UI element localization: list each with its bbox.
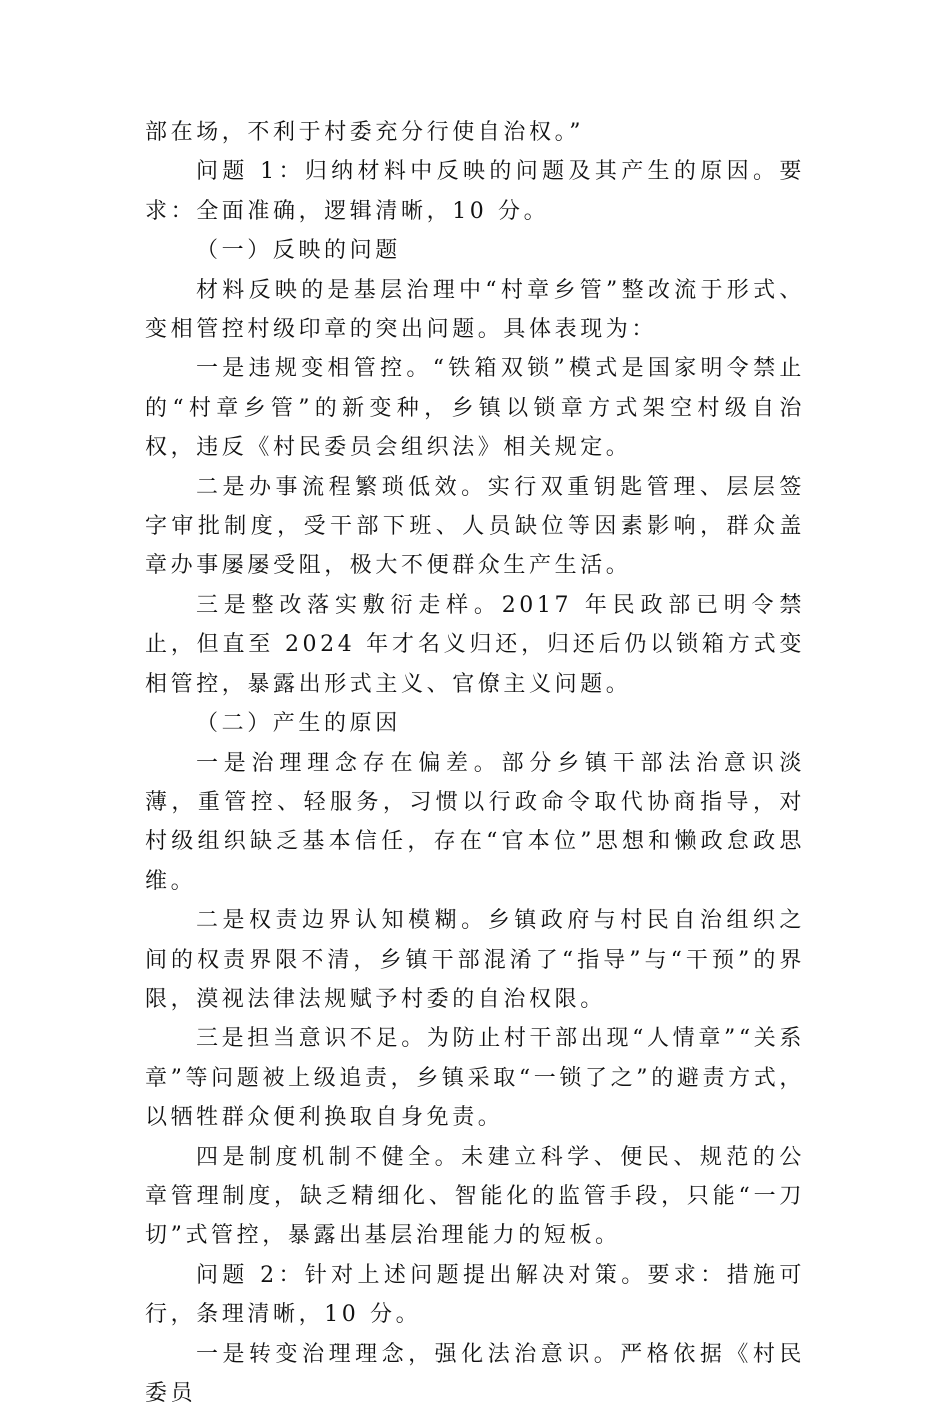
section-heading-causes: （二）产生的原因 (196, 711, 401, 737)
document-body (145, 113, 805, 1413)
paragraph-cause-2: 二是权责边界认知模糊。乡镇政府与村民自治组织之间的权责界限不清，乡镇干部混淆了“指导”与“干预”的界限，漠视法律法规赋予村委的自治权限。 (145, 908, 805, 1012)
question-1-heading: 问题 1：归纳材料中反映的问题及其产生的原因。要求：全面准确，逻辑清晰，10 分。 (145, 159, 805, 224)
paragraph-cause-1: 一是治理理念存在偏差。部分乡镇干部法治意识淡薄，重管控、轻服务，习惯以行政命令取代协商指导，对村级组织缺乏基本信任，存在“官本位”思想和懒政怠政思维。 (145, 750, 805, 894)
question-2-heading: 问题 2：针对上述问题提出解决对策。要求：措施可行，条理清晰，10 分。 (145, 1262, 805, 1328)
paragraph-solution-1: 一是转变治理理念，强化法治意识。严格依据《村民委员 (145, 1341, 805, 1406)
paragraph-cause-3: 三是担当意识不足。为防止村干部出现“人情章”“关系章”等问题被上级追责，乡镇采取“一锁了之”的避责方式，以牺牲群众便利换取自身免责。 (145, 1026, 805, 1131)
paragraph-problem-2: 二是办事流程繁琐低效。实行双重钥匙管理、层层签字审批制度，受干部下班、人员缺位等因素影响，群众盖章办事屡屡受阻，极大不便群众生产生活。 (145, 474, 805, 579)
paragraph-problem-1: 一是违规变相管控。“铁箱双锁”模式是国家明令禁止的“村章乡管”的新变种，乡镇以锁章方式架空村级自治权，违反《村民委员会组织法》相关规定。 (145, 356, 805, 461)
paragraph-cause-4: 四是制度机制不健全。未建立科学、便民、规范的公章管理制度，缺乏精细化、智能化的监管手段，只能“一刀切”式管控，暴露出基层治理能力的短板。 (145, 1144, 805, 1249)
section-heading-problems: （一）反映的问题 (196, 238, 401, 264)
paragraph-problem-3: 三是整改落实敷衍走样。2017 年民政部已明令禁止，但直至 2024 年才名义归还，归还后仍以锁箱方式变相管控，暴露出形式主义、官僚主义问题。 (145, 592, 805, 697)
paragraph-problems-intro: 材料反映的是基层治理中“村章乡管”整改流于形式、变相管控村级印章的突出问题。具体表现为： (145, 277, 805, 343)
paragraph-continuation: 部在场，不利于村委充分行使自治权。” (145, 120, 585, 145)
